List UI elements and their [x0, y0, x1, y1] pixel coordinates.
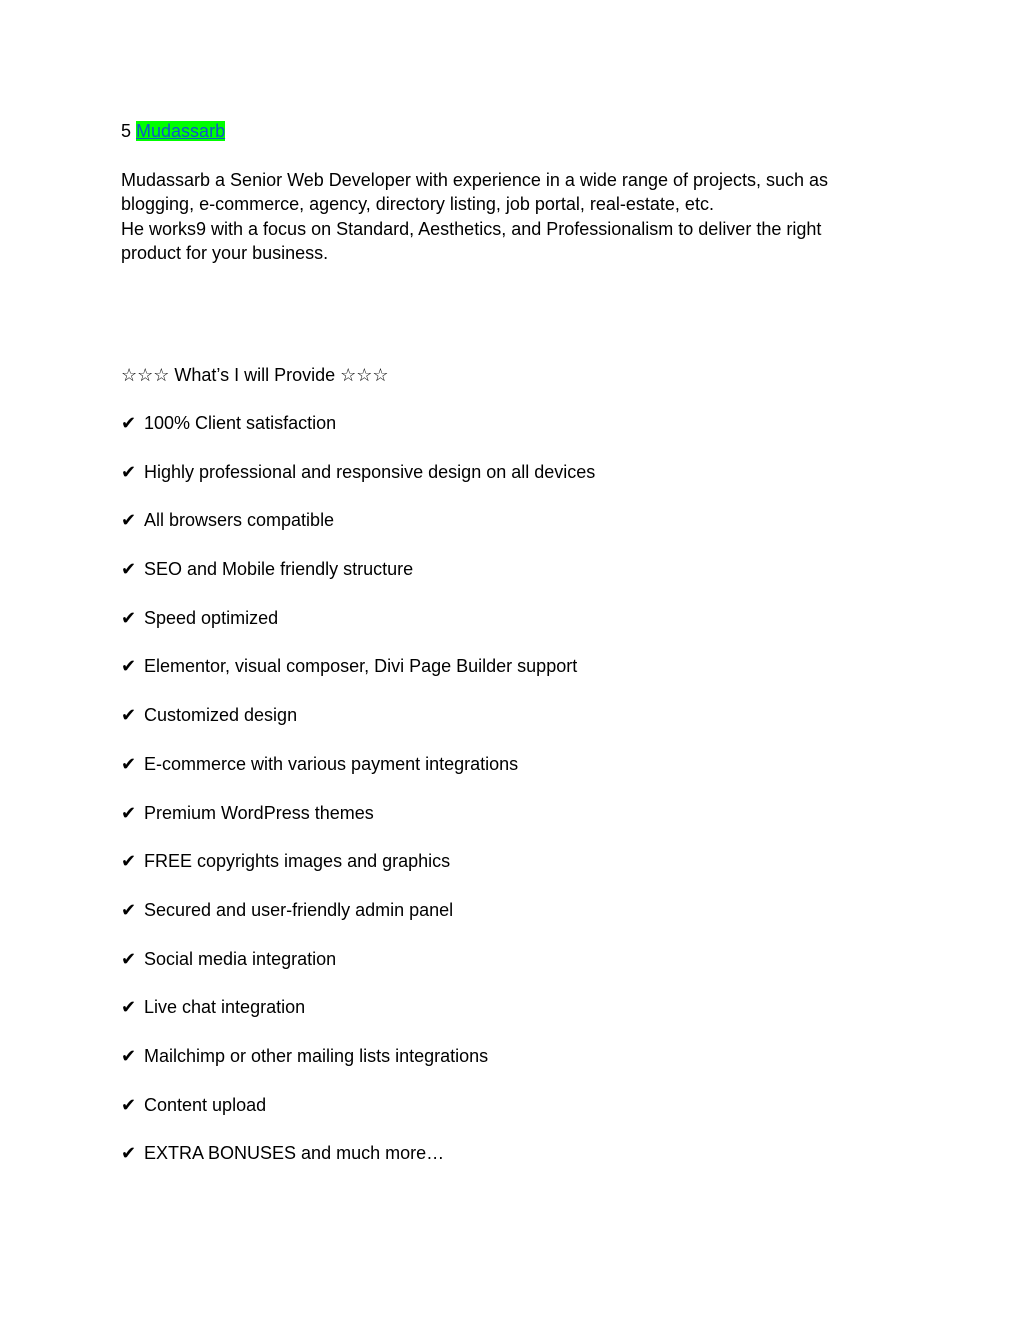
provide-title: ☆☆☆ What’s I will Provide ☆☆☆: [121, 365, 389, 385]
feature-text: E-commerce with various payment integrations: [144, 753, 519, 774]
list-item: [121, 460, 595, 509]
list-item: [121, 1044, 595, 1093]
check-icon: ✔: [121, 461, 137, 482]
check-icon: ✔: [121, 705, 137, 726]
list-item: [121, 1093, 595, 1142]
check-icon: ✔: [121, 1045, 137, 1066]
bio-paragraph-2: He works9 with a focus on Standard, Aesthetics, and Professionalism to deliver the right product for your business.: [121, 218, 822, 263]
list-item: [121, 703, 595, 752]
check-icon: ✔: [121, 1094, 137, 1115]
check-icon: ✔: [121, 851, 137, 872]
feature-text: EXTRA BONUSES and much more…: [144, 1143, 445, 1164]
feature-text: Customized design: [144, 705, 298, 726]
check-icon: ✔: [121, 948, 137, 969]
profile-name-link[interactable]: Mudassarb: [136, 121, 226, 141]
list-item: [121, 898, 595, 947]
profile-heading: [121, 119, 225, 143]
list-item: [121, 508, 595, 557]
check-icon: ✔: [121, 656, 137, 677]
check-icon: ✔: [121, 1143, 137, 1164]
check-icon: ✔: [121, 607, 137, 628]
list-item: [121, 1141, 595, 1190]
list-item: [121, 606, 595, 655]
feature-text: Highly professional and responsive design on all devices: [144, 461, 596, 482]
feature-text: Secured and user-friendly admin panel: [144, 899, 454, 920]
list-item: [121, 654, 595, 703]
feature-text: All browsers compatible: [144, 510, 335, 531]
list-item: [121, 947, 595, 996]
list-item: [121, 849, 595, 898]
list-item: [121, 752, 595, 801]
feature-text: SEO and Mobile friendly structure: [144, 559, 414, 580]
feature-text: Speed optimized: [144, 607, 279, 628]
list-item: [121, 557, 595, 606]
check-icon: ✔: [121, 802, 137, 823]
feature-text: Content upload: [144, 1094, 267, 1115]
bio-paragraph-1: Mudassarb a Senior Web Developer with experience in a wide range of projects, such as blogging, e-commerce, agency, directory listing, job portal, real-estate, etc.: [121, 170, 829, 215]
list-item: [121, 801, 595, 850]
check-icon: ✔: [121, 753, 137, 774]
check-icon: ✔: [121, 997, 137, 1018]
bio-section: [121, 168, 861, 265]
check-icon: ✔: [121, 559, 137, 580]
feature-text: 100% Client satisfaction: [144, 413, 337, 433]
check-icon: ✔: [121, 510, 137, 531]
feature-text: Premium WordPress themes: [144, 802, 374, 823]
feature-list: [121, 411, 595, 1190]
feature-text: FREE copyrights images and graphics: [144, 851, 451, 872]
check-icon: ✔: [121, 899, 137, 920]
profile-number: 5: [121, 121, 132, 141]
feature-text: Mailchimp or other mailing lists integrations: [144, 1045, 489, 1066]
list-item: [121, 411, 595, 460]
check-icon: ✔: [121, 413, 137, 433]
feature-text: Social media integration: [144, 948, 337, 969]
feature-text: Elementor, visual composer, Divi Page Builder support: [144, 656, 578, 677]
list-item: [121, 995, 595, 1044]
feature-text: Live chat integration: [144, 997, 306, 1018]
